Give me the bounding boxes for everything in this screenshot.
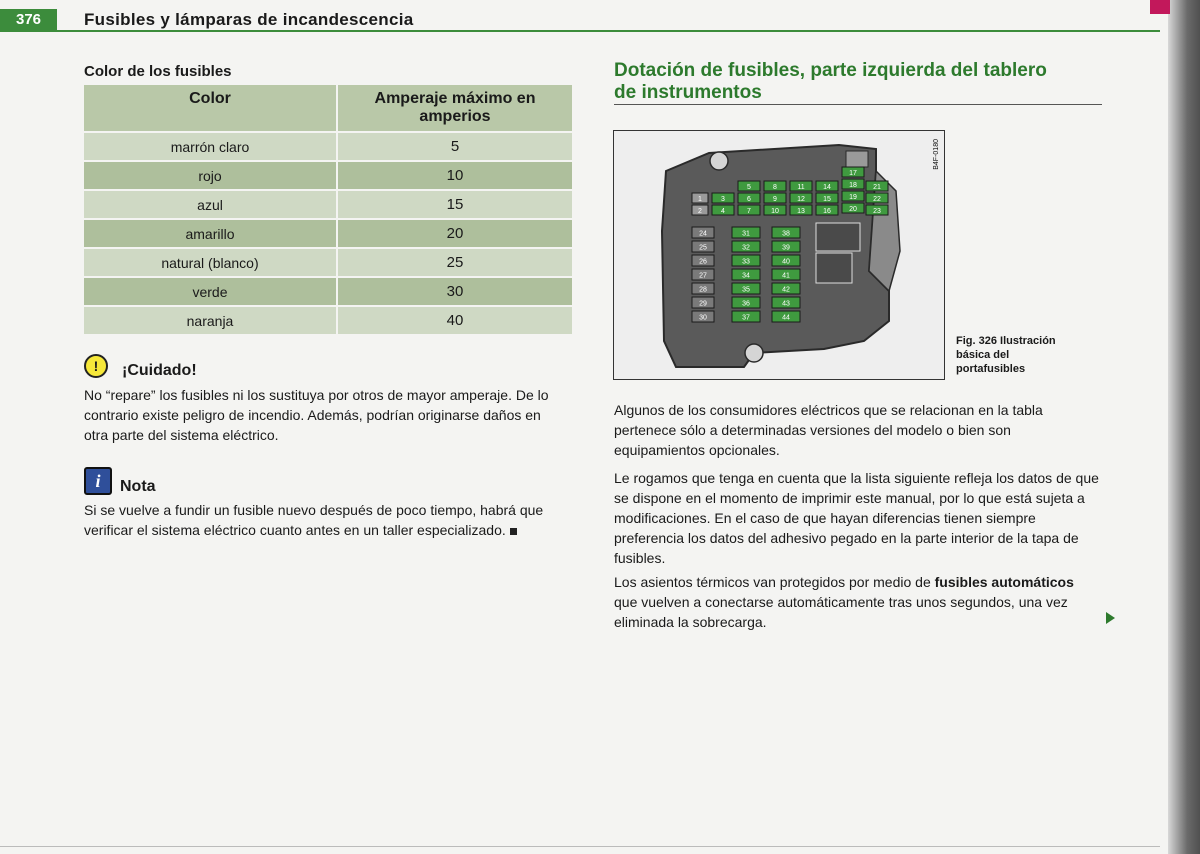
caution-text: No “repare” los fusibles ni los sustituya por otros de mayor amperaje. De lo contrario existe peligro de incendio. Además, podrían originarse daños en otra parte del sistema eléctrico. xyxy=(84,387,549,443)
fuse-number: 34 xyxy=(742,272,750,280)
fuse-30 xyxy=(692,311,714,322)
fuse-amperage-cell: 40 xyxy=(337,306,572,334)
fuse-number: 27 xyxy=(699,272,707,280)
table-row xyxy=(84,306,572,334)
fuse-18 xyxy=(842,179,864,189)
fuse-6 xyxy=(738,193,760,203)
fuse-16 xyxy=(816,205,838,215)
continue-arrow-icon[interactable] xyxy=(1106,612,1115,624)
fuse-color-cell: verde xyxy=(84,277,337,306)
column-header-amperage: Amperaje máximo en amperios xyxy=(337,85,572,132)
fuse-35 xyxy=(732,283,760,294)
fuse-amperage-cell: 10 xyxy=(337,161,572,190)
fuse-12 xyxy=(790,193,812,203)
fuse-39 xyxy=(772,241,800,252)
table-row xyxy=(84,277,572,306)
fuse-17 xyxy=(842,167,864,177)
paragraph-seat-heating-bold: fusibles automáticos xyxy=(934,574,1074,590)
column-header-color: Color xyxy=(84,85,337,132)
fuse-2 xyxy=(692,205,708,215)
fuse-number: 42 xyxy=(782,286,790,294)
table-header-row xyxy=(84,85,572,132)
table-row xyxy=(84,161,572,190)
fuse-number: 35 xyxy=(742,286,750,294)
note-block xyxy=(84,500,554,540)
fuse-1 xyxy=(692,193,708,203)
fuse-table-body xyxy=(84,132,572,334)
fuse-number: 30 xyxy=(699,314,707,322)
fuse-number: 28 xyxy=(699,286,707,294)
fuse-3 xyxy=(712,193,734,203)
fuse-number: 2 xyxy=(698,208,702,215)
fuse-number: 13 xyxy=(797,208,805,215)
fuse-38 xyxy=(772,227,800,238)
fuse-number: 25 xyxy=(699,244,707,252)
fuse-colors-heading: Color de los fusibles xyxy=(84,63,232,80)
fuse-14 xyxy=(816,181,838,191)
header-rule xyxy=(0,30,1160,32)
fuse-number: 26 xyxy=(699,258,707,266)
fuse-11 xyxy=(790,181,812,191)
fuse-7 xyxy=(738,205,760,215)
paragraph-list-note: Le rogamos que tenga en cuenta que la lista siguiente refleja los datos de que se dispone en el momento de imprimir este manual, por lo que está sujeta a modificaciones. En el caso de que hayan diferencias tienen siempre preferencia los datos del adhesivo pegado en la parte interior de la tapa de fusibles. xyxy=(614,470,1099,566)
fuse-21 xyxy=(866,181,888,191)
fuse-color-cell: azul xyxy=(84,190,337,219)
fuse-34 xyxy=(732,269,760,280)
fuse-24 xyxy=(692,227,714,238)
paragraph-seat-heating xyxy=(614,572,1100,632)
end-of-section-marker xyxy=(510,528,517,535)
fuse-number: 32 xyxy=(742,244,750,252)
warning-icon: ! xyxy=(84,354,108,378)
bottom-rule xyxy=(0,846,1160,847)
note-text: Si se vuelve a fundir un fusible nuevo después de poco tiempo, habrá que verificar el sistema eléctrico cuanto antes en un taller especializado. xyxy=(84,502,544,538)
fuse-amperage-cell: 25 xyxy=(337,248,572,277)
fuse-number: 43 xyxy=(782,300,790,308)
fuse-number: 37 xyxy=(742,314,750,322)
note-title: Nota xyxy=(120,478,156,495)
connector-block-bottom xyxy=(816,253,852,283)
mounting-hole-bottom xyxy=(745,344,763,362)
fuse-43 xyxy=(772,297,800,308)
fuse-28 xyxy=(692,283,714,294)
fuse-number: 18 xyxy=(849,182,857,189)
fuse-number: 17 xyxy=(849,170,857,177)
fuse-number: 41 xyxy=(782,272,790,280)
fuse-4 xyxy=(712,205,734,215)
fuse-27 xyxy=(692,269,714,280)
fuse-42 xyxy=(772,283,800,294)
fuse-number: 33 xyxy=(742,258,750,266)
fuse-number: 39 xyxy=(782,244,790,252)
fuse-29 xyxy=(692,297,714,308)
fuse-color-cell: rojo xyxy=(84,161,337,190)
fuse-number: 23 xyxy=(873,208,881,215)
fuse-number: 20 xyxy=(849,206,857,213)
mounting-hole-top xyxy=(710,152,728,170)
info-icon: i xyxy=(84,467,112,495)
fuse-color-table xyxy=(84,85,572,334)
fuse-26 xyxy=(692,255,714,266)
fuse-10 xyxy=(764,205,786,215)
fuse-amperage-cell: 5 xyxy=(337,132,572,161)
connector-block-top xyxy=(816,223,860,251)
paragraph-seat-heating-end: que vuelven a conectarse automáticamente tras unos segundos, una vez eliminada la sobrecarga. xyxy=(614,594,1068,630)
fuse-number: 6 xyxy=(747,196,751,203)
fuse-number: 16 xyxy=(823,208,831,215)
paragraph-seat-heating-start: Los asientos térmicos van protegidos por medio de xyxy=(614,574,935,590)
fuse-33 xyxy=(732,255,760,266)
fuse-number: 4 xyxy=(721,208,725,215)
fuse-number: 31 xyxy=(742,230,750,238)
fuse-number: 44 xyxy=(782,314,790,322)
fuse-20 xyxy=(842,203,864,213)
fuse-13 xyxy=(790,205,812,215)
fuse-number: 15 xyxy=(823,196,831,203)
table-row xyxy=(84,190,572,219)
fuse-number: 3 xyxy=(721,196,725,203)
fuse-number: 40 xyxy=(782,258,790,266)
fuse-number: 29 xyxy=(699,300,707,308)
fuse-color-cell: natural (blanco) xyxy=(84,248,337,277)
fuse-number: 9 xyxy=(773,196,777,203)
table-row xyxy=(84,248,572,277)
fuse-22 xyxy=(866,193,888,203)
fuse-number: 21 xyxy=(873,184,881,191)
fuse-number: 11 xyxy=(797,184,805,191)
page-edge xyxy=(1168,0,1200,854)
fuse-number: 12 xyxy=(797,196,805,203)
table-row xyxy=(84,132,572,161)
fuse-36 xyxy=(732,297,760,308)
fuse-32 xyxy=(732,241,760,252)
fuse-number: 7 xyxy=(747,208,751,215)
fuse-41 xyxy=(772,269,800,280)
fuse-box-figure xyxy=(613,130,945,380)
fuse-number: 1 xyxy=(698,196,702,203)
fuse-color-cell: naranja xyxy=(84,306,337,334)
fuse-40 xyxy=(772,255,800,266)
caution-title: ¡Cuidado! xyxy=(122,362,197,379)
section-rule xyxy=(614,104,1102,105)
fuse-number: 5 xyxy=(747,184,751,191)
fuse-number: 19 xyxy=(849,194,857,201)
fuse-9 xyxy=(764,193,786,203)
fuse-number: 22 xyxy=(873,196,881,203)
fuse-number: 8 xyxy=(773,184,777,191)
fuse-amperage-cell: 15 xyxy=(337,190,572,219)
fuse-37 xyxy=(732,311,760,322)
fuse-box-illustration xyxy=(614,131,944,379)
fuse-44 xyxy=(772,311,800,322)
fuse-5 xyxy=(738,181,760,191)
fuse-31 xyxy=(732,227,760,238)
fuse-23 xyxy=(866,205,888,215)
fuse-25 xyxy=(692,241,714,252)
figure-caption: Fig. 326 Ilustración básica del portafusibles xyxy=(956,335,1056,375)
fuse-number: 38 xyxy=(782,230,790,238)
chapter-title: Fusibles y lámparas de incandescencia xyxy=(84,10,414,29)
fuse-amperage-cell: 30 xyxy=(337,277,572,306)
fuse-number: 14 xyxy=(823,184,831,191)
fuse-15 xyxy=(816,193,838,203)
fuse-color-cell: amarillo xyxy=(84,219,337,248)
table-row xyxy=(84,219,572,248)
fuse-number: 10 xyxy=(771,208,779,215)
page-number: 376 xyxy=(0,9,57,31)
page-header xyxy=(0,9,1168,31)
relay-slot xyxy=(846,151,868,167)
fuse-color-cell: marrón claro xyxy=(84,132,337,161)
fuse-amperage-cell: 20 xyxy=(337,219,572,248)
fuse-19 xyxy=(842,191,864,201)
section-title: Dotación de fusibles, parte izquierda del tablero de instrumentos xyxy=(614,60,1047,103)
fuse-8 xyxy=(764,181,786,191)
fuse-number: 36 xyxy=(742,300,750,308)
fuse-number: 24 xyxy=(699,230,707,238)
figure-code: B4F-0180 xyxy=(933,139,940,170)
paragraph-consumers: Algunos de los consumidores eléctricos que se relacionan en la tabla pertenece sólo a determinadas versiones del modelo o bien son equipamientos opcionales. xyxy=(614,402,1043,458)
lower-fuse-group xyxy=(692,227,800,322)
